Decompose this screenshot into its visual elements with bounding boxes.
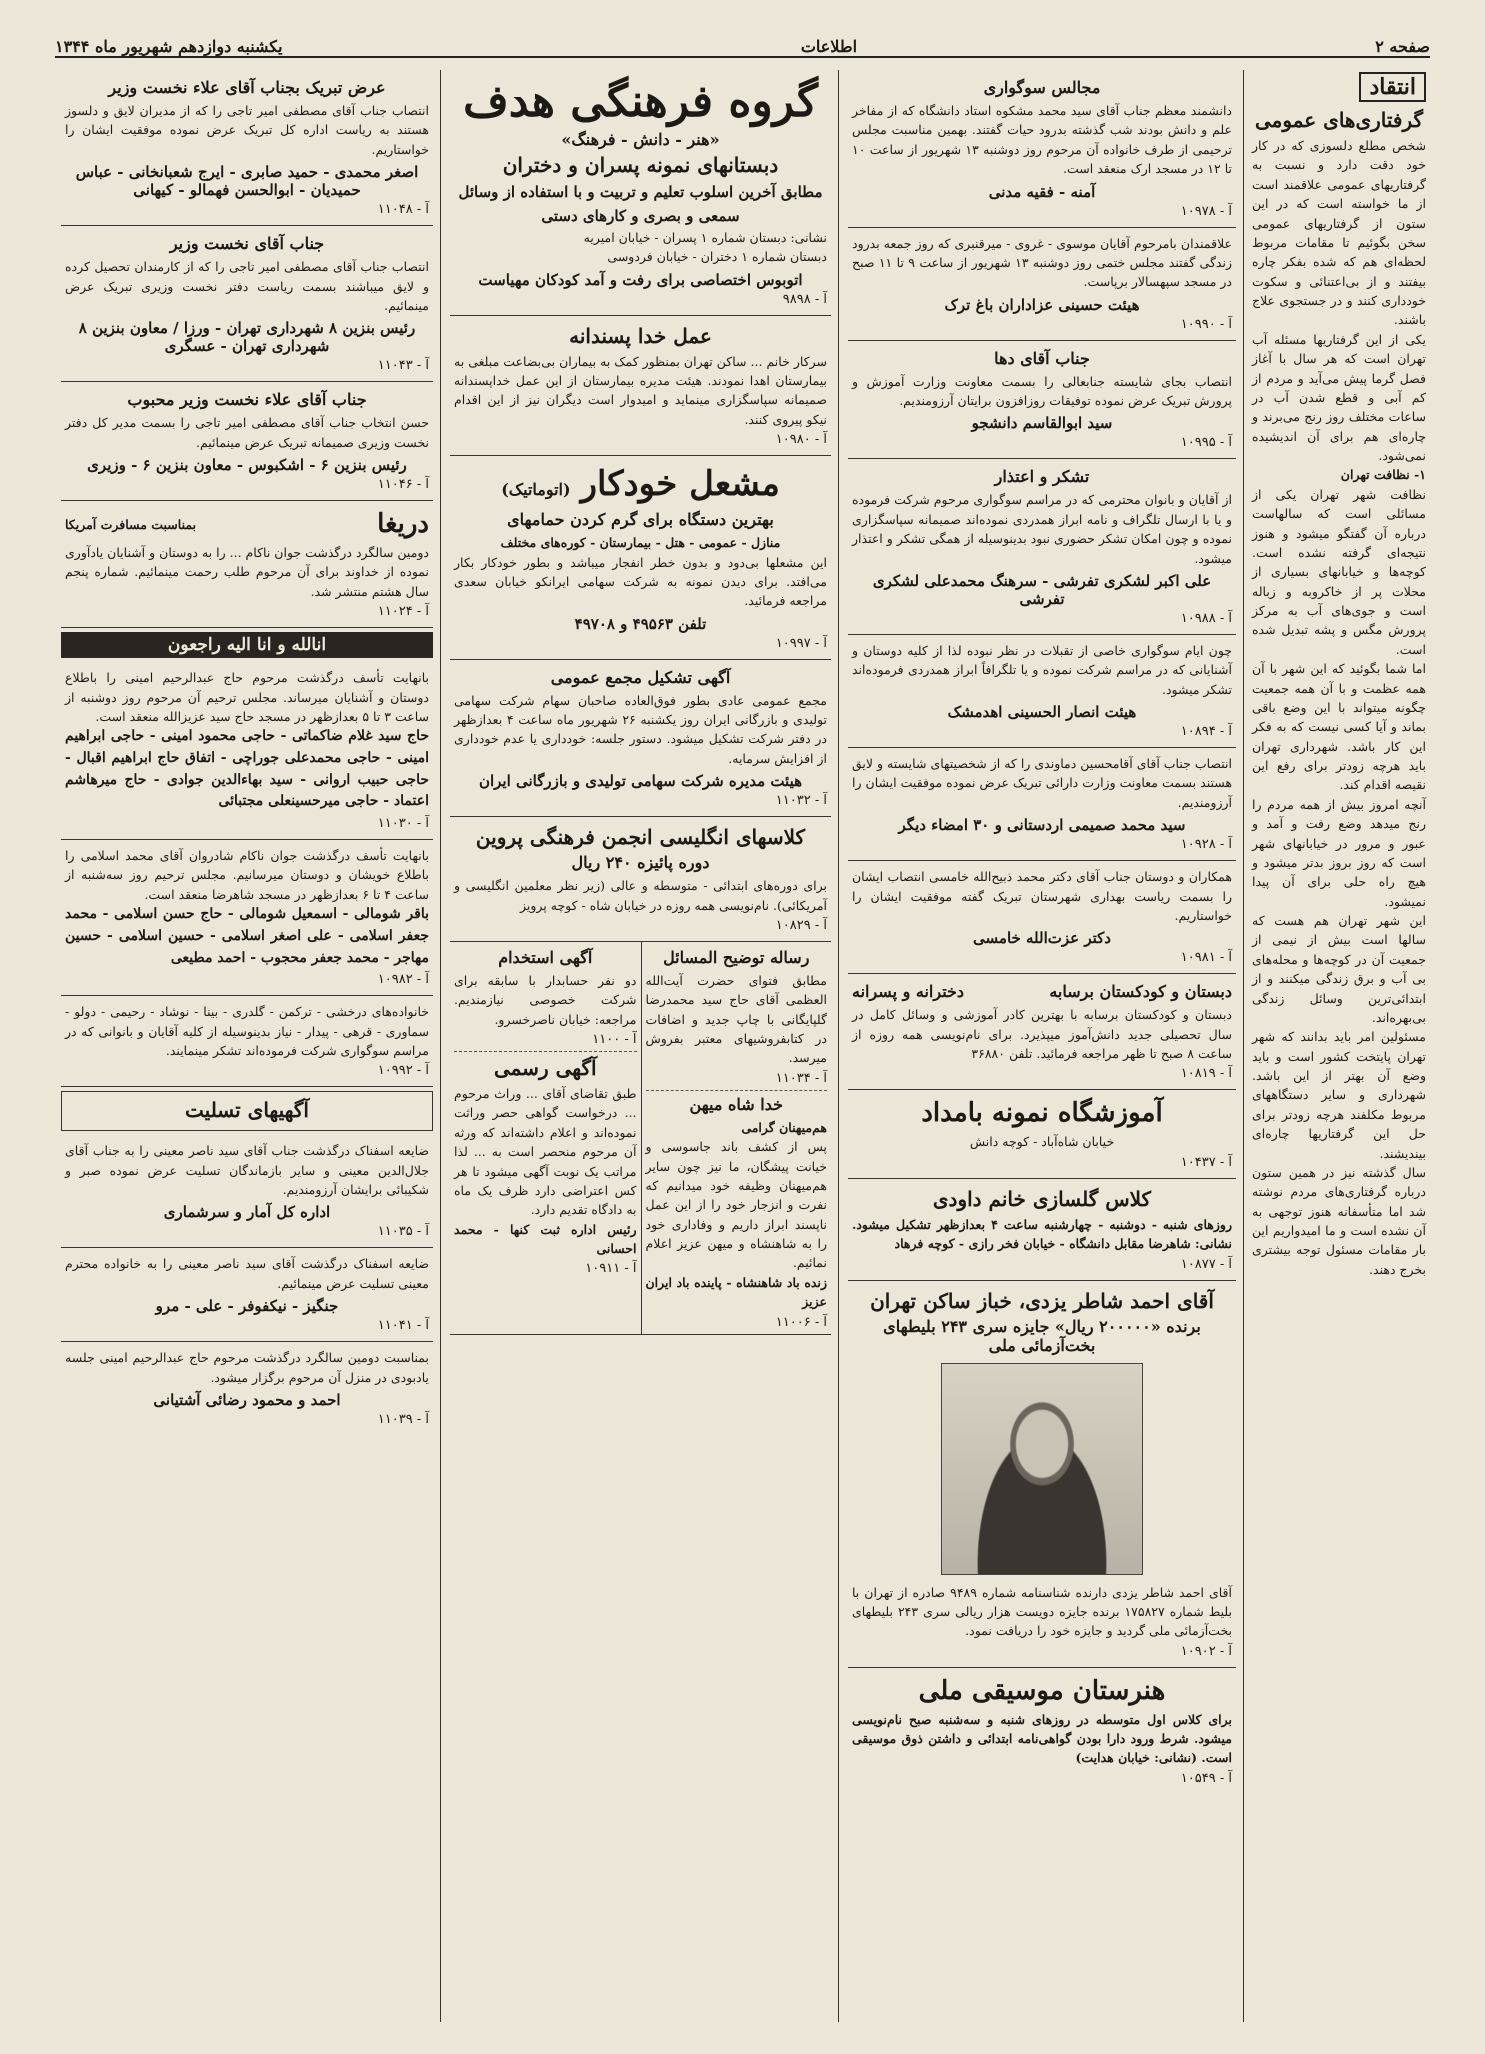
notice-signature: باقر شومالی - اسمعیل شومالی - حاج حسن اسلامی - محمد جعفر اسلامی - علی اصغر اسلامی - حسین اسلامی - حسین مهاجر - محمد جعفر محجوب - احمد مطیعی [65, 906, 429, 966]
notice-signature: هیئت حسینی عزاداران باغ ترک [944, 295, 1140, 314]
ad-heading: دبستانهای نمونه پسران و دختران [502, 153, 779, 178]
notice-signature: هیئت مدیره شرکت سهامی تولیدی و بازرگانی ایران [478, 772, 803, 791]
class-ad [848, 1179, 1236, 1281]
ad-code: آ - ۱۱۰۴۳ [377, 358, 429, 374]
column-congratulations [55, 70, 439, 2022]
ad-code: آ - ۱۰۹۱۱ [585, 1261, 637, 1277]
notice-block [61, 1135, 433, 1248]
ad-subtitle: «هنر - دانش - فرهنگ» [561, 130, 720, 150]
condolence-header [61, 1091, 433, 1131]
notice-signature: دکتر عزت‌الله خامسی [973, 929, 1111, 948]
article-paragraph: این شهر تهران هم هست که سالها است بیش از نیمی از جمعیت آن در کوچه‌ها و محله‌های بی آب و برق زندگی میکنند و از ابتدائی‌ترین وسائل زندگی بی‌بهره‌اند. [1252, 913, 1426, 1025]
ad-code: آ - ۱۰۹۸۲ [377, 972, 429, 988]
notice-signature: سید محمد صمیمی اردستانی و ۳۰ امضاء دیگر [898, 816, 1186, 835]
section-tag: انتقاد [1359, 72, 1426, 102]
ad-code: آ - ۱۱۰۰۶ [775, 1314, 827, 1330]
notice-signature: احمد و محمود رضائی آشتیانی [153, 1390, 341, 1409]
notice-block [61, 226, 433, 382]
ad-title: آموزشگاه نمونه بامداد [921, 1098, 1163, 1129]
lottery-ad [848, 1281, 1236, 1668]
english-class-ad [450, 817, 831, 942]
notice-block [61, 501, 433, 628]
ad-code: آ - ۱۰۹۹۷ [775, 635, 827, 651]
notice-block [61, 840, 433, 996]
notice-text: سرکار خانم ... ساکن تهران بمنظور کمک به بیماران بی‌بضاعت مبلغی به بیمارستان اهدا نمودند. هیئت مدیره بیمارستان از این عمل خداپسندانه صمیمانه سپاسگزاری مینماید و امیدوار است دیگران نیز از این اقدام نیکو پیروی کنند. [454, 353, 827, 427]
ad-code: آ - ۹۸۹۸ [782, 291, 827, 307]
notice-block [450, 660, 831, 818]
split-row [450, 942, 831, 1335]
official-notices [450, 942, 641, 1334]
ad-text: آقای احمد شاطر یزدی دارنده شناسنامه شماره ۹۴۸۹ صادره از تهران با بلیط شماره ۱۷۵۸۲۷ برنده جایزه دویست هزار ریالی سری ۲۴۳ بلیطهای بخت‌آزمائی ملی گردید و جایزه خود را دریافت نمود. [852, 1584, 1232, 1639]
ad-code: آ - ۱۰۸۲۹ [775, 917, 827, 933]
ad-code: آ - ۱۱۰۴۱ [377, 1318, 429, 1334]
ad-address: دبستان شماره ۱ دختران - خیابان فردوسی [607, 249, 827, 265]
treatise-ad [641, 942, 832, 1334]
column-notices [842, 70, 1242, 2022]
notice-text: حسن انتخاب جناب آقای مصطفی امیر تاجی را بسمت مدیر کل دفتر نخست وزیری صمیمانه تبریک عرض مینمائیم. [65, 415, 429, 450]
notice-text: بانهایت تأسف درگذشت مرحوم حاج عبدالرحیم امینی را باطلاع دوستان و آشنایان میرساند. مجلس ترحیم آن مرحوم روز دوشنبه از ساعت ۳ تا ۵ بعدازظهر در مسجد حاج سید عزیزالله منعقد است. [65, 670, 429, 724]
article-paragraph: اما شما بگوئید که این شهر با آن همه عظمت و با آن همه جمعیت چگونه میتواند با این وضع باقی بماند و آیا کسی نیست که به فکر این کار باشد. شهرداری تهران باید هرچه زودتر برای رفع این نقیصه اقدام کند. [1252, 661, 1426, 793]
article-title: گرفتاری‌های عمومی [1254, 108, 1424, 132]
notice-signature: حاج سید غلام ضاکماتی - حاجی محمود امینی - حاجی ابراهیم امینی - حاجی محمدعلی جوراچی - اتفاق حاج ابراهیم اقبال - حاجی حبیب اروانی - سید بهاءالدین جوادی - حاج میرهاشم اعتماد - حاجی میرحسینعلی مجتبائی [65, 728, 429, 810]
notice-text: دانشمند معظم جناب آقای سید محمد مشکوه استاد دانشگاه که از مفاخر علم و دانش بودند شب گذشته بدرود حیات گفتند. بهمین مناسبت مجلس ترحیمی از طرف خانواده آن مرحوم روز دوشنبه ۱۳ شهریور از ساعت ۱۰ تا ۱۲ در مسجد ارک منعقد است. [852, 103, 1232, 177]
article-paragraph: سال گذشته نیز در همین ستون درباره گرفتاری‌های مردم نوشته شد اما متأسفانه هنوز توجهی به آن نشده است و ما امیدواریم این بار مقامات مسئول توجه بیشتری بخرج دهند. [1252, 1164, 1426, 1277]
ad-code: آ - ۱۱۰۲۴ [377, 604, 429, 620]
notice-text: ضایعه اسفناک درگذشت آقای سید ناصر معینی را به خانواده محترم معینی تسلیت عرض مینمائیم. [65, 1256, 429, 1291]
column-rule [1243, 70, 1244, 2022]
ad-subtitle: برنده «۲۰۰۰۰۰ ریال» جایزه سری ۲۴۳ بلیطهای بخت‌آزمائی ملی [883, 1316, 1201, 1355]
ad-code: آ - ۱۰۴۳۷ [1180, 1154, 1232, 1170]
notice-text: ضایعه اسفناک درگذشت جناب آقای سید ناصر معینی را به جناب آقای جلال‌الدین معینی و سایر بازماندگان تسلیت عرض نموده صبر و شکیبائی برایشان آرزومندیم. [65, 1143, 429, 1198]
ad-code: آ - ۱۱۰۳۴ [775, 1070, 827, 1086]
ad-subheading: منازل - عمومی - هتل - بیمارستان - کوره‌های مختلف [500, 535, 781, 551]
school-ad [848, 1090, 1236, 1178]
notice-signature: اصغر محمدی - حمید صابری - ایرج شعبانخانی - عباس حمیدیان - ابوالحسن فهمالو - کیهانی [75, 163, 419, 200]
cultural-group-ad [450, 70, 831, 316]
notice-text: از آقایان و بانوان محترمی که در مراسم سوگواری مرحوم شرکت فرموده و یا با ارسال تلگراف و نامه ابراز همدردی نموده‌اند صمیمانه سپاسگزاری نموده و چون امکان تشکر حضوری نبود بدینوسیله از همگی تشکر و اعتذار میشود. [852, 492, 1232, 566]
notice-block [848, 748, 1236, 861]
ad-title: مشعل خودکار [580, 464, 780, 505]
notice-signature: علی اکبر لشکری تفرشی - سرهنگ محمدعلی لشکری تفرشی [872, 571, 1212, 608]
notice-title: جناب آقای علاء نخست وزیر محبوب [127, 390, 367, 410]
ad-code: آ - ۱۰۹۸۸ [1180, 610, 1232, 626]
ad-subtitle: دخترانه و پسرانه [852, 982, 965, 1002]
ad-title: خدا شاه میهن [689, 1094, 783, 1114]
ad-code: آ - ۱۰۸۹۴ [1180, 724, 1232, 739]
ad-bus-note: اتوبوس اختصاصی برای رفت و آمد کودکان مهیاست [478, 270, 803, 289]
ad-text: برای کلاس اول متوسطه در روزهای شنبه و سه‌شنبه صبح نام‌نویسی میشود. شرط ورود دارا بودن گواهی‌نامه ابتدائی و داشتن ذوق موسیقی است. (نشانی: خیابان هدایت) [852, 1711, 1232, 1766]
notice-title: عرض تبریک بجناب آقای علاء نخست وزیر [108, 78, 386, 97]
notice-text: بمناسبت دومین سالگرد درگذشت مرحوم حاج عبدالرحیم امینی جلسه یادبودی در منزل آن مرحوم برگزار میشود. [65, 1350, 429, 1385]
page-number: صفحه ۲ [1375, 37, 1430, 56]
notice-text: علاقمندان بامرحوم آقایان موسوی - غروی - میرقنبری که روز جمعه بدرود زندگی گفتند مجلس ختمی روز دوشنبه ۱۳ شهریور از ساعت ۹ تا ۱۱ صبح در مسجد سپهسالار برپاست. [852, 235, 1233, 290]
notice-title: مجالس سوگواری [983, 78, 1101, 97]
ad-code: آ - ۱۱۰۴۶ [377, 477, 429, 492]
article-paragraph: شخص مطلع دلسوزی که در کار خود دقت دارد و نسبت به گرفتاریهای عمومی علاقمند است از ما خواسته است که در این ستون از گرفتاریهای عمومی سخن بگوئیم تا مقامات مربوط لحظه‌ای هم که شده بفکر چاره بیفتند و از بی‌اعتنائی و سکوت خودداری کنند و در جستجوی علاج باشند. [1252, 138, 1426, 328]
notice-text: مجمع عمومی عادی بطور فوق‌العاده صاحبان سهام شرکت سهامی تولیدی و بازرگانی ایران روز یکشنبه ۲۶ شهریور ماه ساعت ۴ بعدازظهر در دفتر شرکت تشکیل میشود. دستور جلسه: خودداری یا عدم خودداری از افزایش سرمایه. [454, 692, 827, 766]
burner-ad [450, 456, 831, 660]
issue-date: یکشنبه دوازدهم شهریور ماه ۱۳۴۴ [55, 37, 283, 56]
notice-text: همکاران و دوستان جناب آقای دکتر محمد ذبیح‌الله خامسی انتصاب ایشان را بسمت ریاست بهداری شهرستان تبریک گفته موفقیت ایشان را خواستاریم. [852, 869, 1232, 923]
notice-signature: سید ابوالقاسم دانشجو [971, 414, 1113, 433]
notice-title: آگهی تشکیل مجمع عمومی [550, 667, 731, 687]
ad-text: این مشعلها بی‌دود و بدون خطر انفجار میباشد و بطور خودکار بکار می‌افتد. برای دیدن نمونه به شرکت سهامی ایرانکو خیابان سعدی مراجعه فرمائید. [454, 554, 827, 609]
notice-title: جناب آقای دها [994, 348, 1090, 368]
ad-title: کلاس گلسازی خانم داودی [932, 1186, 1152, 1211]
notice-block [450, 316, 831, 457]
notice-block [61, 382, 433, 501]
notice-signature: هیئت انصار الحسینی اهدمشک [947, 703, 1137, 721]
article-subhead: ۱- نظافت تهران [1340, 467, 1426, 483]
ad-title: رساله توضیح المسائل [663, 947, 810, 967]
ad-signature: زنده باد شاهنشاه - پاینده باد ایران عزیز [645, 1274, 827, 1310]
ad-code: آ - ۱۱۰۳۹ [377, 1411, 429, 1427]
notice-block [848, 228, 1236, 341]
notice-text: انتصاب جناب آقای مصطفی امیر تاجی را که از کارمندان تحصیل کرده و لایق میباشند بسمت ریاست دفتر نخست وزیری تبریک عرض مینمائیم. [65, 259, 429, 313]
ad-address: نشانی: دبستان شماره ۱ پسران - خیابان امیریه [583, 229, 827, 245]
notice-signature: رئیس بنزین ۸ شهرداری تهران - ورزا / معاون بنزین ۸ شهرداری تهران - عسگری [78, 319, 416, 356]
ad-code: آ - ۱۱۰۳۲ [775, 793, 827, 809]
school-ad [848, 974, 1236, 1090]
notice-text: چون ایام سوگواری خاصی از تقبلات در نظر نبوده لذا از کلیه دوستان و آشنایانی که در مراسم شرکت نموده و یا تلگرافاً ابراز همدردی فرموده‌اند تشکر میشود. [852, 642, 1232, 697]
notice-block [848, 635, 1236, 748]
masthead [55, 34, 1430, 58]
ad-code: آ - ۱۰۵۴۹ [1180, 1770, 1232, 1786]
notice-text: بانهایت تأسف درگذشت جوان ناکام شادروان آقای محمد اسلامی را باطلاع خویشان و دوستان میرسانیم. مجلس ترحیم روز سه‌شنبه از ساعت ۴ تا ۶ بعدازظهر در مسجد شاهرضا منعقد است. [65, 848, 429, 902]
notice-text: انتصاب جناب آقای مصطفی امیر تاجی را که از مدیران لایق و دلسوز هستند به ریاست اداره کل تبریک عرض نموده موفقیت ایشان را خواستاریم. [65, 103, 429, 157]
ad-code: آ - ۱۰۹۹۰ [1180, 316, 1232, 332]
column-rule [440, 70, 441, 2022]
ad-code: آ - ۱۰۹۲۸ [1180, 837, 1232, 853]
ad-code: آ - ۱۰۹۷۸ [1180, 203, 1232, 219]
ad-code: آ - ۱۰۸۷۷ [1180, 1256, 1232, 1272]
ad-title: هنرستان موسیقی ملی [918, 1675, 1166, 1706]
column-ads [444, 70, 837, 2022]
ad-code: آ - ۱۱۰۰ [592, 1032, 637, 1048]
notice-block [61, 996, 433, 1087]
notice-signature: رئیس بنزین ۶ - اشکبوس - معاون بنزین ۶ - وزیری [87, 456, 407, 474]
ad-code: آ - ۱۱۰۴۸ [377, 202, 429, 218]
ad-code: آ - ۱۱۰۳۵ [377, 1224, 429, 1240]
ad-text: مطابق آخرین اسلوب تعلیم و تربیت و با استفاده از وسائل سمعی و بصری و کارهای دستی [458, 183, 823, 225]
ad-code: آ - ۱۰۸۱۹ [1180, 1066, 1232, 1082]
notice-text: انتصاب بجای شایسته جنابعالی را بسمت معاونت وزارت آموزش و پرورش تبریک عرض نموده توفیقات روزافزون برایتان آرزومندیم. [852, 373, 1232, 408]
ad-title: آگهی رسمی [493, 1056, 597, 1081]
ad-code: آ - ۱۰۹۹۵ [1180, 435, 1232, 451]
notice-signature: جنگیز - نیکفوفر - علی - مرو [155, 1297, 339, 1316]
ad-subtitle: دوره پائیزه ۲۴۰ ریال [571, 853, 710, 873]
ad-phone: تلفن ۴۹۵۶۳ و ۴۹۷۰۸ [574, 614, 707, 633]
ad-code: آ - ۱۰۹۸۱ [1180, 950, 1232, 966]
article-paragraph: آنچه امروز بیش از همه مردم را رنج میدهد وضع رفت و آمد و عبور و مرور در خیابانهای شهر است که روز بروز بدتر میشود و هیچ راه حلی برای آن پیدا نمیشود. [1252, 796, 1426, 909]
ad-subtitle: (اتوماتیک) [501, 480, 571, 500]
ad-title: آگهی استخدام [498, 947, 593, 967]
notice-subtitle: بمناسبت مسافرت آمریکا [65, 517, 197, 533]
ad-heading: بهترین دستگاه برای گرم کردن حمامهای [507, 510, 774, 530]
notice-title: جناب آقای نخست وزیر [169, 234, 325, 254]
notice-block [61, 1248, 433, 1342]
notice-text: انتصاب جناب آقای آقامحسین دماوندی را که از شخصیتهای شایسته و لایق هستند بسمت معاونت وزارت دارائی تبریک عرض نموده موفقیت ایشان را آرزومندیم. [852, 756, 1232, 810]
ad-text: روزهای شنبه - دوشنبه - چهارشنبه ساعت ۴ بعدازظهر تشکیل میشود. نشانی: شاهرضا مقابل دانشگاه - خیابان فخر رازی - کوچه فرهاد [852, 1216, 1232, 1252]
ad-signature: رئیس اداره ثبت کنها - محمد احسانی [454, 1221, 637, 1257]
music-ad [848, 1668, 1236, 1794]
notice-title: عمل خدا پسندانه [569, 323, 712, 348]
ad-code: آ - ۱۰۹۸۰ [775, 432, 827, 448]
ad-code: آ - ۱۱۰۳۰ [377, 816, 429, 831]
notice-block [848, 459, 1236, 635]
notice-block [61, 662, 433, 840]
notice-text: دومین سالگرد درگذشت جوان ناکام ... را به دوستان و آشنایان یادآوری نموده از خداوند برای آن مرحوم طلب رحمت مینمائیم. شماره پنجم سال هشتم منتشر شد. [65, 545, 429, 599]
ad-title: گروه فرهنگی هدف [463, 76, 818, 127]
notice-block [61, 1342, 433, 1435]
article-paragraph: یکی از این گرفتاریها مسئله آب تهران است که هر سال با آغاز فصل گرما پیش می‌آید و مردم از کم آبی و قطع شدن آب در ساعات مختلف روز رنج می‌برند و چاره‌ای هم برای آن اندیشیده نمی‌شود. [1252, 331, 1426, 463]
column-critique [1246, 70, 1432, 2022]
ad-code: آ - ۱۰۹۰۲ [1180, 1643, 1232, 1659]
column-rule [838, 70, 839, 2022]
notice-title: تشکر و اعتذار [994, 467, 1090, 487]
ad-text: طبق تقاضای آقای ... وراث مرحوم ... درخواست گواهی حصر وراثت نموده‌اند و اعلام داشته‌اند که ورثه آن مرحوم منحصر است به ... لذا مراتب یک نوبت آگهی میشود تا هر کس اعتراضی دارد ظرف یک ماه به دادگاه تقدیم دارد. [454, 1086, 637, 1218]
mourning-banner: انالله و انا الیه راجعون [61, 632, 433, 658]
ad-text: دبستان و کودکستان برسابه با بهترین کادر آموزشی و وسائل کامل در سال تحصیلی جدید دانش‌آموز میپذیرد. برای نام‌نویسی همه روزه از ساعت ۸ صبح تا ظهر مراجعه فرمائید. تلفن ۳۶۸۸۰ [852, 1007, 1232, 1061]
notice-signature: آمنه - فقیه مدنی [988, 182, 1096, 201]
notice-block [848, 861, 1236, 974]
winner-portrait [941, 1363, 1143, 1575]
notice-text: خانواده‌های درخشی - ترکمن - گلدری - بینا - نوشاد - رحیمی - دولو - سماوری - قرهی - پیدار - نیاز بدینوسیله از کلیه آقایان و بانوانی که در مراسم سوگواری شرکت فرموده‌اند تشکر مینمایند. [65, 1004, 429, 1058]
notice-block [848, 70, 1236, 228]
notice-block [61, 70, 433, 226]
ad-text: خیابان شاه‌آباد - کوچه دانش [969, 1134, 1115, 1150]
section-title: آگهیهای تسلیت [185, 1098, 309, 1123]
notice-title: دریغا [377, 509, 429, 539]
ad-title: آقای احمد شاطر یزدی، خباز ساکن تهران [870, 1288, 1214, 1313]
article-paragraph: نظافت شهر تهران یکی از مسائلی است که سالهاست درباره آن گفتگو میشود و هنوز نتیجه‌ای گرفته نشده است. کوچه‌ها و خیابانهای بسیاری از محلات پر از خاکروبه و زباله است و جوی‌های آب به مرکز پرورش مگس و پشه تبدیل شده است. [1252, 486, 1426, 657]
article-paragraph: مسئولین امر باید بدانند که شهر تهران پایتخت کشور است و باید وضع آن بهتر از این باشد. شهرداری و سایر دستگاههای مربوط مکلفند هرچه زودتر برای حل این گرفتاریها چاره‌ای بیندیشند. [1252, 1029, 1426, 1161]
ad-text: پس از کشف باند جاسوسی و خیانت پیشگان، ما نیز چون سایر هم‌میهنان وظیفه خود میدانیم که نفرت و انزجار خود را از این عمل ناپسند ابراز داریم و وفاداری خود را به شاهنشاه و میهن عزیز اعلام نمائیم. [645, 1139, 827, 1271]
ad-subtitle: هم‌میهنان گرامی [741, 1119, 827, 1135]
ad-text: مطابق فتوای حضرت آیت‌الله العظمی آقای حاج سید محمدرضا گلپایگانی با چاپ جدید و اضافات در کتابفروشیهای معتبر بفروش میرسد. [645, 972, 827, 1066]
ad-title: دبستان و کودکستان برسابه [1049, 982, 1232, 1002]
notice-block [848, 341, 1236, 460]
notice-signature: اداره کل آمار و سرشماری [163, 1203, 331, 1222]
ad-text: برای دوره‌های ابتدائی - متوسطه و عالی (زیر نظر معلمین انگلیسی و آمریکائی). نام‌نویسی همه روزه در خیابان شاه - کوچه پرویز [454, 878, 827, 913]
ad-title: کلاسهای انگلیسی انجمن فرهنگی پروین [475, 825, 806, 850]
ad-text: دو نفر حسابدار با سابقه برای شرکت خصوصی نیازمندیم. مراجعه: خیابان ناصرخسرو. [454, 972, 637, 1027]
ad-code: آ - ۱۰۹۹۲ [377, 1063, 429, 1079]
paper-name: اطلاعات [800, 37, 858, 56]
